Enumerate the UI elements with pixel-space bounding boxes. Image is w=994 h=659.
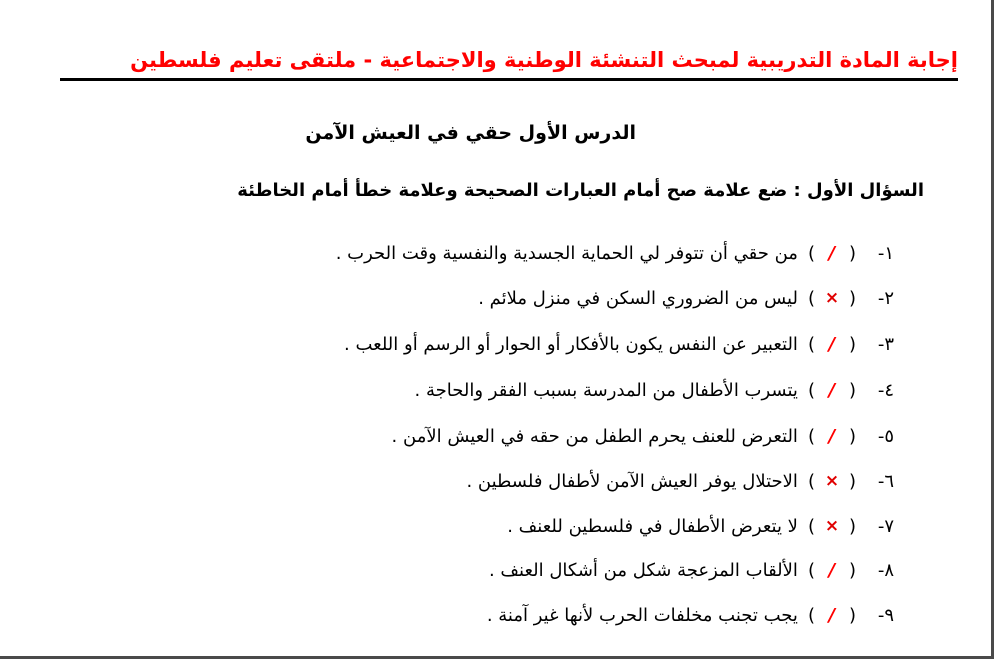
statement-text: لا يتعرض الأطفال في فلسطين للعنف . [507,515,798,537]
close-paren: ) [807,425,815,447]
close-paren: ) [807,559,815,581]
statement-text: الاحتلال يوفر العيش الآمن لأطفال فلسطين . [466,470,798,492]
item-number: ٧- [877,515,894,537]
statement-text: ليس من الضروري السكن في منزل ملائم . [478,287,798,309]
header-divider [60,78,958,81]
check-mark-icon: / [828,559,836,581]
cross-mark-icon: × [824,288,840,308]
open-paren: ( [848,287,856,309]
close-paren: ) [807,379,815,401]
statement-text: التعبير عن النفس يكون بالأفكار أو الحوار أو الرسم أو اللعب . [344,333,798,355]
statement-item [392,421,894,451]
statement-item [466,466,894,496]
statement-text: يتسرب الأطفال من المدرسة بسبب الفقر والحاجة . [414,379,798,401]
cross-mark-icon: × [824,516,840,536]
statement-item [336,238,894,268]
check-mark-icon: / [828,333,836,355]
close-paren: ) [807,242,815,264]
statement-item [489,555,894,585]
open-paren: ( [848,425,856,447]
open-paren: ( [848,559,856,581]
check-mark-icon: / [828,425,836,447]
check-mark-icon: / [828,604,836,626]
check-mark-icon: / [828,379,836,401]
item-number: ٢- [877,287,894,309]
open-paren: ( [848,333,856,355]
statement-text: من حقي أن تتوفر لي الحماية الجسدية والنفسية وقت الحرب . [335,242,798,264]
item-number: ٨- [877,559,894,581]
document-header-title: إجابة المادة التدريبية لمبحث التنشئة الوطنية والاجتماعية - ملتقى تعليم فلسطين [130,48,958,72]
open-paren: ( [848,604,856,626]
statement-text: التعرض للعنف يحرم الطفل من حقه في العيش الآمن . [391,425,798,447]
open-paren: ( [848,470,856,492]
open-paren: ( [848,515,856,537]
item-number: ٦- [877,470,894,492]
item-number: ٣- [877,333,894,355]
item-number: ٩- [877,604,894,626]
close-paren: ) [807,515,815,537]
statement-text: الألقاب المزعجة شكل من أشكال العنف . [488,559,798,581]
item-number: ٥- [877,425,894,447]
statement-item [478,283,894,313]
open-paren: ( [848,242,856,264]
statement-item [344,329,894,359]
close-paren: ) [807,333,815,355]
close-paren: ) [807,470,815,492]
statement-text: يجب تجنب مخلفات الحرب لأنها غير آمنة . [486,604,798,626]
statement-item [415,375,894,405]
close-paren: ) [807,287,815,309]
lesson-title: الدرس الأول حقي في العيش الآمن [305,122,636,144]
open-paren: ( [848,379,856,401]
cross-mark-icon: × [824,471,840,491]
statement-item [507,511,894,541]
close-paren: ) [807,604,815,626]
check-mark-icon: / [828,242,836,264]
question-title: السؤال الأول : ضع علامة صح أمام العبارات الصحيحة وعلامة خطأ أمام الخاطئة [237,180,924,201]
item-number: ١- [877,242,894,264]
statement-item [487,600,894,630]
item-number: ٤- [877,379,894,401]
